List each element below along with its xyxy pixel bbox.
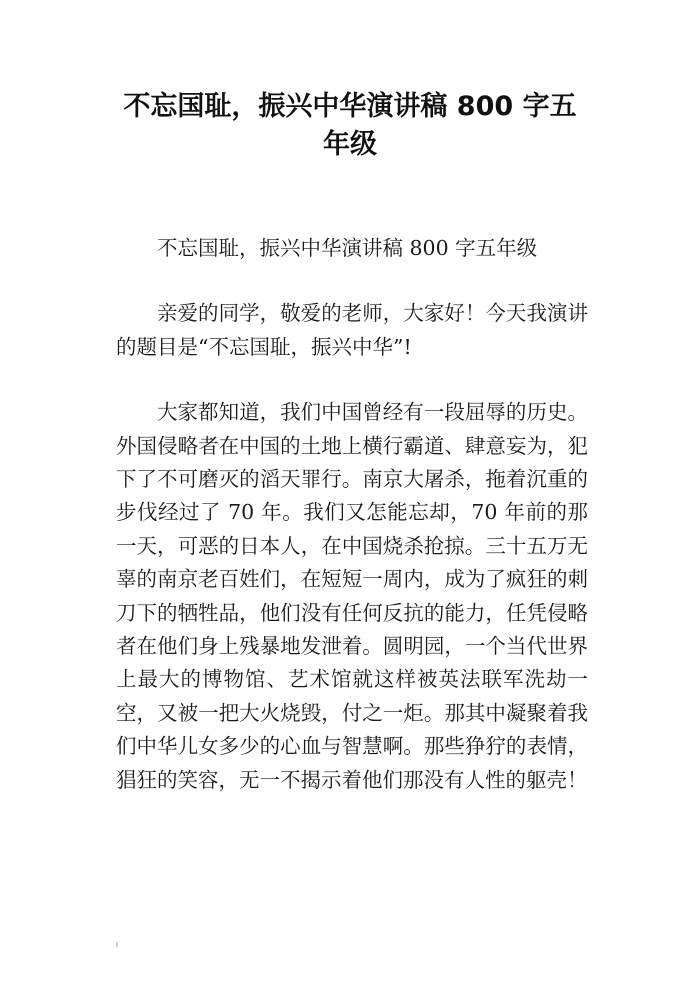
scan-speck bbox=[116, 942, 118, 947]
document-title: 不忘国耻，振兴中华演讲稿 800 字五年级 bbox=[123, 91, 577, 160]
paragraph-greeting: 亲爱的同学，敬爱的老师，大家好！今天我演讲的题目是“不忘国耻，振兴中华”! bbox=[116, 301, 588, 359]
paragraph-subtitle: 不忘国耻，振兴中华演讲稿 800 字五年级 bbox=[157, 236, 538, 260]
paragraph-history: 大家都知道，我们中国曾经有一段屈辱的历史。外国侵略者在中国的土地上横行霸道、肆意妄为，犯下了不可磨灭的滔天罪行。南京大屠杀，拖着沉重的步伐经过了 70 年。我们又怎能忘却，70 年前的那一天，可恶的日本人，在中国烧杀抢掠。三十五万无辜的南京老百姓们，在短短一周内，成为了疯狂的刺刀下的牺牲品，他们没有任何反抗的能力，任凭侵略者在他们身上残暴地发泄着。圆明园，一个当代世界上最大的博物馆、艺术馆就这样被英法联军洗劫一空，又被一把大火烧毁，付之一炬。那其中凝聚着我们中华儿女多少的心血与智慧啊。那些狰狞的表情，猖狂的笑容，无一不揭示着他们那没有人性的躯壳！ bbox=[116, 400, 588, 792]
document-body bbox=[116, 232, 588, 797]
